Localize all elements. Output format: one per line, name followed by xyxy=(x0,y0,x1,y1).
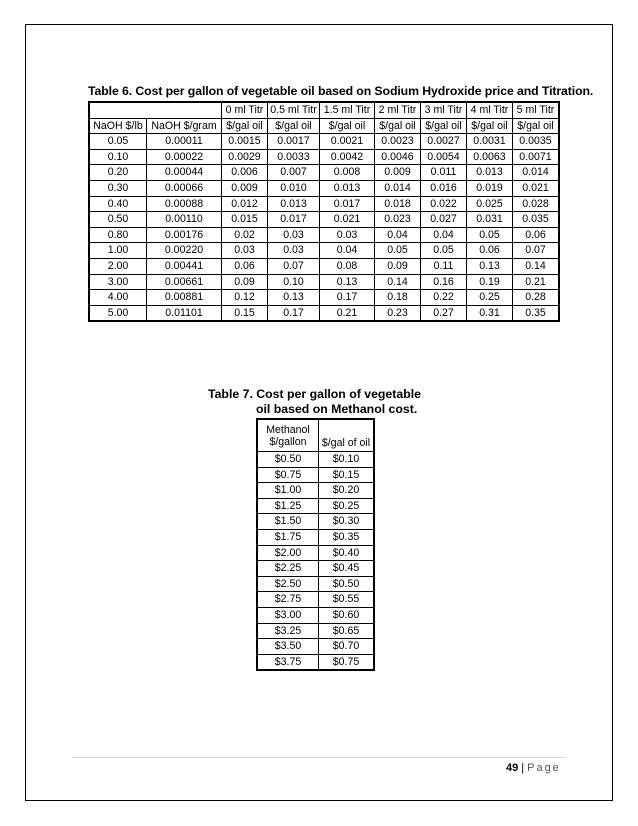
table7-title-line1: Table 7. Cost per gallon of vegetable xyxy=(208,387,421,401)
table7-row-cell: $3.75 xyxy=(257,654,319,670)
table6-row-cell: 0.0042 xyxy=(320,149,375,165)
table7-row xyxy=(257,607,374,623)
table6-row-cell: 0.0021 xyxy=(320,134,375,150)
table7-header-methanol xyxy=(257,419,319,452)
table6-row-cell: 0.019 xyxy=(467,180,513,196)
table7-row xyxy=(257,498,374,514)
table6-row-cell: 0.007 xyxy=(268,165,320,181)
table6-row-cell: 0.022 xyxy=(421,196,467,212)
table6-row-cell: 0.40 xyxy=(89,196,147,212)
table7-header-oil: $/gal of oil xyxy=(319,419,375,452)
table6-row xyxy=(89,134,559,150)
table7-row-cell: $0.55 xyxy=(319,592,375,608)
table7-row-cell: $0.20 xyxy=(319,483,375,499)
table6-row xyxy=(89,258,559,274)
table6-row-cell: 0.23 xyxy=(375,305,421,321)
table6-row-cell: 0.15 xyxy=(222,305,268,321)
table6-row-cell: 0.009 xyxy=(222,180,268,196)
table6-row-cell: 0.00661 xyxy=(147,274,222,290)
table6-row-cell: 0.27 xyxy=(421,305,467,321)
table7-row-cell: $2.25 xyxy=(257,561,319,577)
table6-titr-header: 3 ml Titr xyxy=(421,102,467,118)
table7-row-cell: $1.50 xyxy=(257,514,319,530)
table6-row-cell: 0.027 xyxy=(421,212,467,228)
table6-col-header: NaOH $/gram xyxy=(147,118,222,134)
table6-row xyxy=(89,290,559,306)
table6-row-cell: 0.018 xyxy=(375,196,421,212)
table6-blank-corner xyxy=(89,102,222,118)
table6-row-cell: 0.00066 xyxy=(147,180,222,196)
table6-row-cell: 3.00 xyxy=(89,274,147,290)
table6-col-header: $/gal oil xyxy=(467,118,513,134)
table7-row xyxy=(257,576,374,592)
table6-row-cell: 0.17 xyxy=(320,290,375,306)
table7-row-cell: $0.65 xyxy=(319,623,375,639)
table6-row-cell: 0.0035 xyxy=(513,134,560,150)
table6-row-cell: 0.00881 xyxy=(147,290,222,306)
table6-row-cell: 0.00110 xyxy=(147,212,222,228)
table7-row xyxy=(257,592,374,608)
table7-header-methanol-line1: Methanol xyxy=(266,423,310,436)
table6-row-cell: 0.30 xyxy=(89,180,147,196)
table6-row-cell: 0.04 xyxy=(421,227,467,243)
table6-row-cell: 0.03 xyxy=(268,243,320,259)
table6-row-cell: 0.00441 xyxy=(147,258,222,274)
table6-row-cell: 0.035 xyxy=(513,212,560,228)
table6-row xyxy=(89,305,559,321)
table6-row-cell: 0.14 xyxy=(375,274,421,290)
table6-row-cell: 0.05 xyxy=(467,227,513,243)
table6-row-cell: 0.35 xyxy=(513,305,560,321)
table6-titr-header-row xyxy=(89,102,559,118)
table6-row-cell: 0.013 xyxy=(268,196,320,212)
table6-row-cell: 2.00 xyxy=(89,258,147,274)
table6-col-header-row xyxy=(89,118,559,134)
table6-row-cell: 0.03 xyxy=(222,243,268,259)
table6-row-cell: 0.00044 xyxy=(147,165,222,181)
table7-row-cell: $0.40 xyxy=(319,545,375,561)
table6-row xyxy=(89,196,559,212)
table6-row-cell: 0.012 xyxy=(222,196,268,212)
table6-row xyxy=(89,243,559,259)
table6-row-cell: 0.80 xyxy=(89,227,147,243)
table6-row-cell: 0.28 xyxy=(513,290,560,306)
table6-row-cell: 0.009 xyxy=(375,165,421,181)
table7-row xyxy=(257,545,374,561)
table6-titr-header: 0 ml Titr xyxy=(222,102,268,118)
footer-separator: | xyxy=(521,762,525,774)
table6-row-cell: 0.013 xyxy=(320,180,375,196)
table6-row-cell: 0.014 xyxy=(513,165,560,181)
table6-row-cell: 0.11 xyxy=(421,258,467,274)
table7-row-cell: $1.75 xyxy=(257,529,319,545)
table6-titr-header: 2 ml Titr xyxy=(375,102,421,118)
table6-row-cell: 0.010 xyxy=(268,180,320,196)
table6-row-cell: 0.06 xyxy=(513,227,560,243)
page-number: 49 xyxy=(506,762,519,774)
table6-row xyxy=(89,149,559,165)
table6-row-cell: 0.0054 xyxy=(421,149,467,165)
table7-row xyxy=(257,639,374,655)
table6-row-cell: 0.03 xyxy=(320,227,375,243)
table6-row-cell: 0.011 xyxy=(421,165,467,181)
table6-row-cell: 0.21 xyxy=(513,274,560,290)
table6-row-cell: 0.00220 xyxy=(147,243,222,259)
table6-row-cell: 0.06 xyxy=(222,258,268,274)
page-label: Page xyxy=(527,762,561,774)
table6-col-header: $/gal oil xyxy=(222,118,268,134)
table7-row-cell: $0.50 xyxy=(257,452,319,468)
table6-row-cell: 0.0071 xyxy=(513,149,560,165)
table6-row xyxy=(89,274,559,290)
table6-row-cell: 0.04 xyxy=(320,243,375,259)
table7-row-cell: $3.50 xyxy=(257,639,319,655)
table6-row-cell: 0.021 xyxy=(513,180,560,196)
table6-row-cell: 0.014 xyxy=(375,180,421,196)
table6-row xyxy=(89,165,559,181)
table6-row-cell: 0.0031 xyxy=(467,134,513,150)
table7-title xyxy=(208,387,421,417)
table6-row-cell: 0.13 xyxy=(268,290,320,306)
table6-row-cell: 0.017 xyxy=(268,212,320,228)
table6-row-cell: 0.05 xyxy=(89,134,147,150)
table6-row-cell: 0.031 xyxy=(467,212,513,228)
table6-row-cell: 0.00011 xyxy=(147,134,222,150)
table6-row-cell: 0.13 xyxy=(320,274,375,290)
table6-row-cell: 0.0027 xyxy=(421,134,467,150)
table7-row-cell: $3.00 xyxy=(257,607,319,623)
table7-row-cell: $0.35 xyxy=(319,529,375,545)
page-footer xyxy=(506,762,561,774)
table7-row-cell: $0.10 xyxy=(319,452,375,468)
table6-row-cell: 0.06 xyxy=(467,243,513,259)
table7-row xyxy=(257,452,374,468)
table6-row-cell: 0.13 xyxy=(467,258,513,274)
table7-header-methanol-line2: $/gallon xyxy=(269,435,307,448)
table6-title: Table 6. Cost per gallon of vegetable oil based on Sodium Hydroxide price and Titration. xyxy=(88,84,594,98)
table6-row-cell: 0.0023 xyxy=(375,134,421,150)
table6-row-cell: 0.015 xyxy=(222,212,268,228)
table7-row xyxy=(257,623,374,639)
table7-row-cell: $1.25 xyxy=(257,498,319,514)
table6-col-header: $/gal oil xyxy=(375,118,421,134)
table7-row xyxy=(257,483,374,499)
table6-row-cell: 0.31 xyxy=(467,305,513,321)
table6-titr-header: 1.5 ml Titr xyxy=(320,102,375,118)
table6-col-header: NaOH $/lb xyxy=(89,118,147,134)
table7-row-cell: $0.75 xyxy=(257,467,319,483)
table6-col-header: $/gal oil xyxy=(320,118,375,134)
table6-row-cell: 0.05 xyxy=(375,243,421,259)
table6-row-cell: 0.05 xyxy=(421,243,467,259)
table7-row-cell: $3.25 xyxy=(257,623,319,639)
table6-row-cell: 0.22 xyxy=(421,290,467,306)
table7-body xyxy=(257,452,374,671)
table6-row-cell: 0.12 xyxy=(222,290,268,306)
table7-row-cell: $0.15 xyxy=(319,467,375,483)
table6-row-cell: 0.025 xyxy=(467,196,513,212)
table6-row-cell: 0.00022 xyxy=(147,149,222,165)
table7-title-line2: oil based on Methanol cost. xyxy=(256,402,418,416)
table6-row-cell: 0.006 xyxy=(222,165,268,181)
table7-row-cell: $0.60 xyxy=(319,607,375,623)
table7-row-cell: $2.00 xyxy=(257,545,319,561)
table6-row-cell: 0.07 xyxy=(268,258,320,274)
table7-row xyxy=(257,561,374,577)
table6-row-cell: 0.10 xyxy=(268,274,320,290)
table7-row-cell: $0.30 xyxy=(319,514,375,530)
table6-row-cell: 0.18 xyxy=(375,290,421,306)
table7-row-cell: $0.75 xyxy=(319,654,375,670)
table6-row-cell: 0.04 xyxy=(375,227,421,243)
table6-row xyxy=(89,180,559,196)
table7-row-cell: $0.25 xyxy=(319,498,375,514)
table6-row-cell: 0.09 xyxy=(375,258,421,274)
table7-row xyxy=(257,654,374,670)
table6-row-cell: 0.10 xyxy=(89,149,147,165)
table6-row-cell: 0.50 xyxy=(89,212,147,228)
table6-row-cell: 0.16 xyxy=(421,274,467,290)
table6-titr-header: 4 ml Titr xyxy=(467,102,513,118)
table6-col-header: $/gal oil xyxy=(513,118,560,134)
table6-row-cell: 0.20 xyxy=(89,165,147,181)
table6-row xyxy=(89,227,559,243)
table6-row-cell: 0.01101 xyxy=(147,305,222,321)
table6-row-cell: 0.028 xyxy=(513,196,560,212)
table7-row-cell: $2.50 xyxy=(257,576,319,592)
table7-row xyxy=(257,529,374,545)
table6-row-cell: 0.017 xyxy=(320,196,375,212)
table6-col-header: $/gal oil xyxy=(421,118,467,134)
table7-row-cell: $0.50 xyxy=(319,576,375,592)
table6-row-cell: 0.25 xyxy=(467,290,513,306)
table7 xyxy=(256,418,375,671)
table6-row-cell: 0.02 xyxy=(222,227,268,243)
table6-body xyxy=(89,134,559,322)
table6-row-cell: 1.00 xyxy=(89,243,147,259)
table7-row xyxy=(257,514,374,530)
table6-row-cell: 0.0015 xyxy=(222,134,268,150)
table6-row-cell: 0.023 xyxy=(375,212,421,228)
table6-row-cell: 0.19 xyxy=(467,274,513,290)
table6-row-cell: 0.00176 xyxy=(147,227,222,243)
table6-row-cell: 0.0033 xyxy=(268,149,320,165)
table7-row-cell: $1.00 xyxy=(257,483,319,499)
table7-row-cell: $0.70 xyxy=(319,639,375,655)
table6-row-cell: 0.07 xyxy=(513,243,560,259)
table6-row xyxy=(89,212,559,228)
table6 xyxy=(88,101,560,322)
table7-row xyxy=(257,467,374,483)
table6-row-cell: 0.03 xyxy=(268,227,320,243)
table6-row-cell: 0.0017 xyxy=(268,134,320,150)
table7-row-cell: $0.45 xyxy=(319,561,375,577)
table6-row-cell: 0.021 xyxy=(320,212,375,228)
table6-titr-header: 5 ml Titr xyxy=(513,102,560,118)
table6-row-cell: 5.00 xyxy=(89,305,147,321)
table6-row-cell: 4.00 xyxy=(89,290,147,306)
footer-divider xyxy=(72,757,566,758)
table6-row-cell: 0.013 xyxy=(467,165,513,181)
table6-col-header: $/gal oil xyxy=(268,118,320,134)
table6-row-cell: 0.0046 xyxy=(375,149,421,165)
table6-row-cell: 0.008 xyxy=(320,165,375,181)
table6-row-cell: 0.09 xyxy=(222,274,268,290)
table7-header-row xyxy=(257,419,374,452)
table6-row-cell: 0.0029 xyxy=(222,149,268,165)
table6-titr-header: 0.5 ml Titr xyxy=(268,102,320,118)
table7-row-cell: $2.75 xyxy=(257,592,319,608)
table6-row-cell: 0.00088 xyxy=(147,196,222,212)
table6-row-cell: 0.016 xyxy=(421,180,467,196)
table6-row-cell: 0.14 xyxy=(513,258,560,274)
table6-row-cell: 0.0063 xyxy=(467,149,513,165)
table6-row-cell: 0.21 xyxy=(320,305,375,321)
table6-row-cell: 0.08 xyxy=(320,258,375,274)
table6-row-cell: 0.17 xyxy=(268,305,320,321)
